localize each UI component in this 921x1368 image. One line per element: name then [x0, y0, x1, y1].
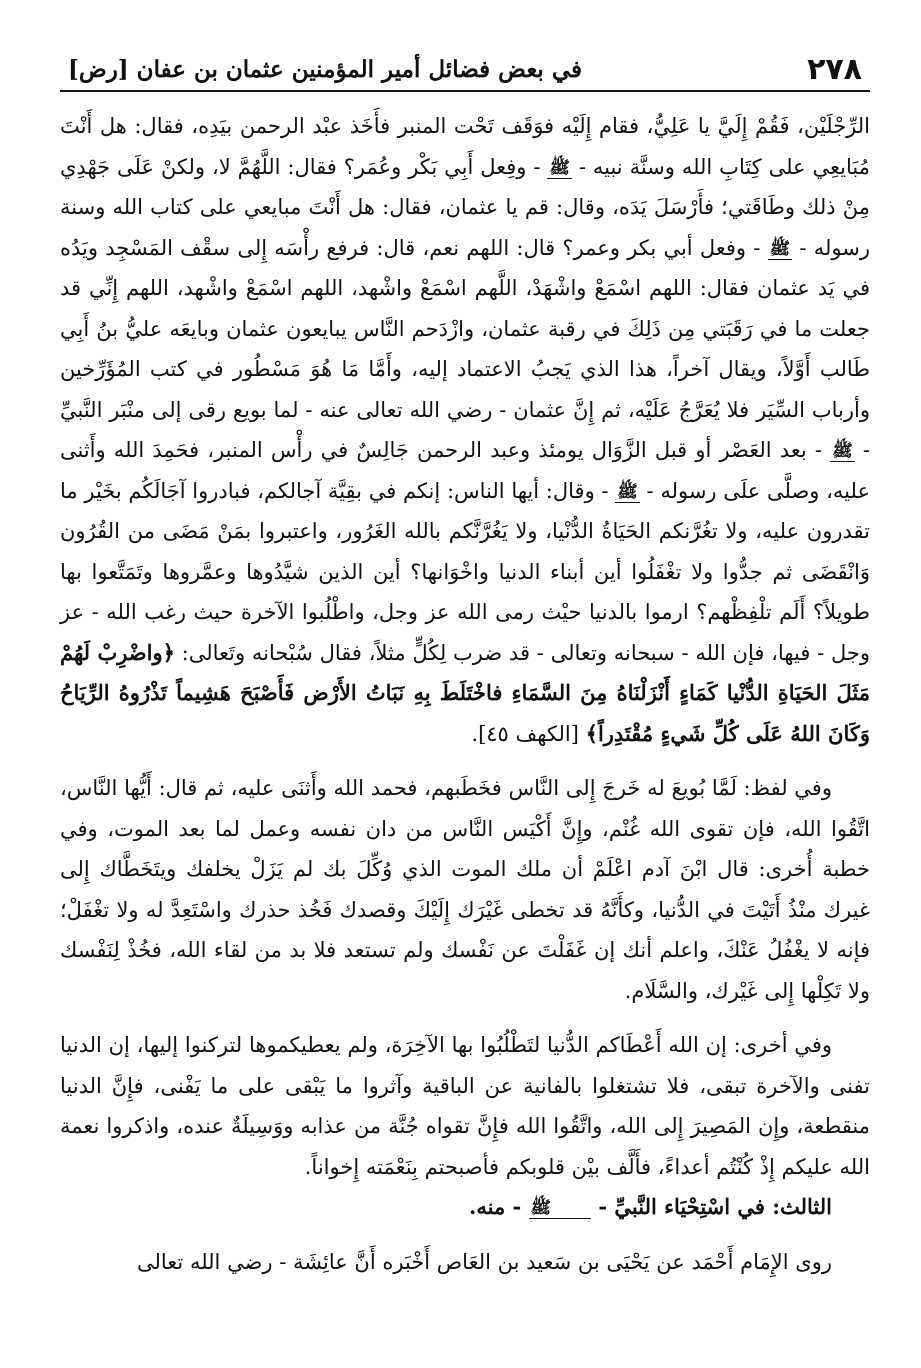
book-page [60, 40, 870, 1350]
salawat-symbol: ﷺ [529, 1198, 592, 1219]
salawat-symbol: ﷺ [617, 481, 638, 502]
running-title: في بعض فضائل أمير المؤمنين عثمان بن عفان [رض] [68, 56, 582, 83]
paragraph-election [60, 106, 870, 754]
section-heading [60, 1187, 870, 1228]
text-segment: الرِّجْلَيْن، فَقُمْ إِلَيَّ يا عَلِيُّ، فقام إِلَيْه فوَقَف تَحْت المنبر فأَخَذ عبْد الرحمن بيَدِه، فقال: هل أَنْتَ مُبَايعِي على كِتَابِ الله وسنَّة نبيه - [60, 114, 870, 179]
page-header [60, 40, 870, 92]
text-segment: - وقال: أيها الناس: إنكم في بقِيَّة آجالكم، فبادروا آجَالَكُم بخَيْر ما تقدرون عليه، ولا تغُرَّنكم الحَيَاةُ الدُّنْيا، ولا يَغُرَّنَّكم بالله الغَرُور، واعتبروا بمَنْ مَضَى من القُرُون وَانْقَضَى ثم جدُّوا ولا تغْفَلُوا أين أبناء الدنيا واخْوَانها؟ أين الذين شيَّدُوها وعمَّروها وتَمَتَّعوا بها طويلاً؟ أَلَم تلْفِظْهم؟ ارموا بالدنيا حيْث رمى الله عز وجل، واطْلُبوا الآخرة حيث رغب الله - عز وجل - فيها، فإن الله - سبحانه وتعالى - قد ضرب لِكُلٍّ مثلاً، فقال سُبْحانه وتَعالى: [60, 478, 870, 665]
text-segment: - بعد العَصْر أو قبل الزَّوَال يومئذ وعبد الرحمن جَالِسٌ في رأْس المنبر، فحَمِدَ الله وأَثنى عليه، وصلَّى علَى رسوله - [60, 438, 870, 503]
paragraph-sermon: وفي لفظ: لَمَّا بُويعَ له خَرجَ إِلى النَّاس فخَطَبهم، فحمد الله وأَثنَى عليه، ثم قال: أَيُّها النَّاس، اتَّقُوا الله، فإن تقوى الله غُنْم، وإِنَّ أَكْيَس النَّاس من دان نفسه وعمل لما بعد الموت، وفي خطبة أُخرى: قال ابْنَ آدم اعْلَمْ أن ملك الموت الذي وُكِّلَ بك لم يَزَلْ يخلفك ويتَخَطَّاك إِلى غيرك منْذُ أَتَيْتَ في الدُّنيا، وكأَنَّهُ قد تخطى غَيْرَك إِلَيْكَ وقصدك فَخُذ حذرك واسْتَعِدَّ له ولا تغْفَلْ؛ فإنه لا يغْفُلُ عَنْكَ، واعلم أنك إن غَفَلْتَ عن نَفْسك ولم تستعد فلا بد من لقاء الله، فخُذْ لِنَفْسك ولا تَكِلْها إِلى غَيْرك، والسَّلَام. [60, 776, 870, 1003]
section-heading-text: الثالث: في اسْتِحْيَاء النَّبيِّ - [598, 1194, 832, 1219]
text-segment: - وفِعل أَبِي بَكْر وعُمَر؟ فقال: اللَّهُمَّ لا، ولكنْ عَلَى جَهْدِي مِنْ ذلك وطَاقَتي؛ فأَرْسَلَ يَدَه، وقال: قم يا عثمان، فقال: هل أَنْتَ مبايعي على كتاب الله وسنة رسوله - [60, 154, 870, 260]
salawat-symbol: ﷺ [832, 441, 853, 461]
paragraph-narration: روى الإِمَام أَحْمَد عن يَحْيَى بن سَعيد بن العَاص أَخْبَره أَنَّ عائِشَة - رضي الله تعالى [137, 1249, 832, 1274]
page-body [60, 92, 870, 1282]
verse-reference: [الكهف ٤٥]. [471, 721, 579, 746]
paragraph-another-sermon: وفي أخرى: إن الله أَعْطَاكم الدُّنيا لتَطْلُبُوا بها الآخِرَة، ولم يعطيكموها لتركنوا إليها، إن الدنيا تفنى والآخرة تبقى، فلا تشتغلوا بالفانية عن الباقية وآثروا ما يَبْقى على ما يَفْنى، فإِنَّ الدنيا منقطعة، وإِن المَصِيرَ إِلى الله، واتَّقُوا الله فإِنَّ تقواه جُنَّة من عذابه ووَسِيلَةٌ عنده، واذكروا نعمة الله عليكم إِذْ كُنْتُم أعداءً، فأَلَّف بيْن قلوبكم فأصبحتم بِنَعْمَته إِخواناً. [60, 1033, 870, 1179]
salawat-symbol: ﷺ [769, 238, 791, 259]
quran-verse: ﴿واضْرِبْ لَهُمْ مَثَلَ الحَيَاةِ الدُّنْيا كَمَاءٍ أَنْزَلْنَاهُ مِنَ السَّمَاءِ فاخْتَلَطَ بِهِ نَبَاتُ الأَرْض فَأَصْبَحَ هَشِيماً تَذْرُوهُ الرِّيَاحُ وَكَانَ اللهُ عَلَى كُلِّ شَيءٍ مُقْتَدِراً﴾ [60, 639, 870, 746]
page-number: ٢٧٨ [807, 52, 862, 87]
salawat-symbol: ﷺ [549, 157, 570, 178]
section-heading-text: - منه. [469, 1194, 522, 1219]
text-segment: - وفعل أبي بكر وعمر؟ قال: اللهم نعم، قال: فرفع رأْسَه إِلى سقْف المَسْجِد ويَدُه في يَد عثمان فقال: اللهم اسْمَعْ واشْهَدْ، اللَّهم اسْمَعْ واشْهد، اللهم اسْمَعْ واشْهد، اللهم إِنِّي قد جعلت ما في رَقَبَتي مِن ذَلِكَ في رقبة عثمان، وازْدَحم النَّاس يبايعون عثمان وبايعَه عليُّ بنُ أَبِي طَالب أَوَّلاً، ويقال آخراً، هذا الذي يَجبُ الاعتماد إليه، وأَمَّا مَا هُوَ مَسْطُور في كتب المُؤَرِّخين وأرباب السِّيَر فلا يُعَرَّجُ عَلَيْه، ثم إِنَّ عثمان - رضي الله تعالى عنه - لما بويع رقى إلى منْبَر النَّبيِّ - [60, 235, 871, 462]
